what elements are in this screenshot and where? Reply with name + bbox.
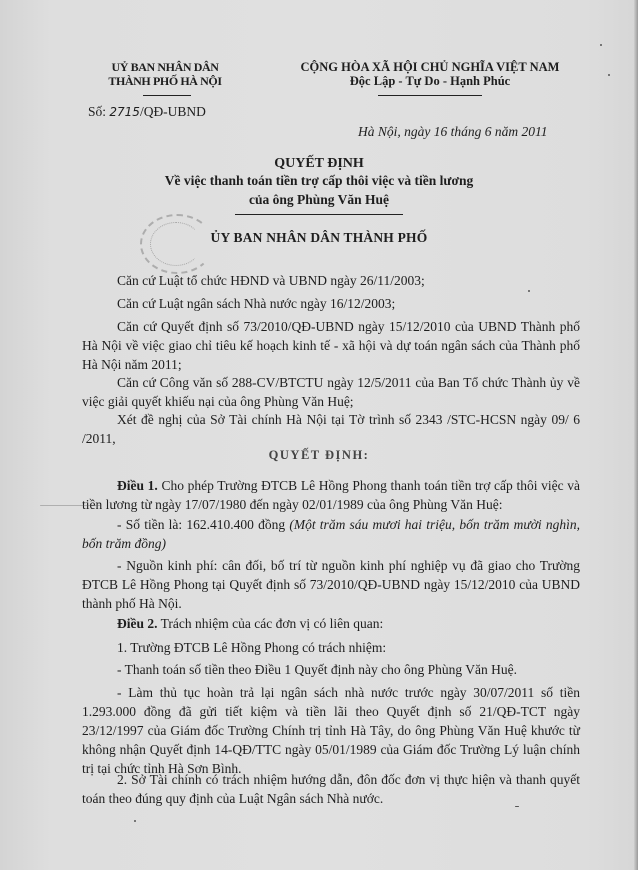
scan-speck [134, 820, 136, 822]
article-2-item-1: 1. Trường ĐTCB Lê Hồng Phong có trách nhiệm: [117, 640, 387, 655]
article-1 [82, 476, 580, 514]
article-2 [82, 614, 580, 633]
amount-in-words: (Một trăm sáu mươi hai triệu, bốn trăm mười nghìn, bốn trăm đồng) [82, 517, 580, 551]
subject-line-2: của ông Phùng Văn Huệ [248, 192, 390, 207]
preamble-3: Căn cứ Quyết định số 73/2010/QĐ-UBND ngày 15/12/2010 của UBND Thành phố Hà Nội về việc giao chỉ tiêu kế hoạch kinh tế - xã hội và dự toán ngân sách của Thành phố Hà Nội năm 2011; [82, 319, 580, 372]
article-1-label: Điều 1. [117, 478, 158, 493]
preamble-2: Căn cứ Luật ngân sách Nhà nước ngày 16/12/2003; [117, 296, 396, 311]
scan-speck [515, 806, 519, 807]
scan-mark [40, 505, 100, 506]
doc-number-handwritten: 2715 [109, 105, 140, 119]
document-heading: QUYẾT ĐỊNH [274, 156, 364, 171]
article-1-text: Cho phép Trường ĐTCB Lê Hồng Phong thanh toán tiền trợ cấp thôi việc và tiền lương từ ngày 17/07/1980 đến ngày 02/01/1989 của ông Phùng Văn Huệ: [82, 478, 581, 512]
nation-line-2: Độc Lập - Tự Do - Hạnh Phúc [349, 74, 511, 88]
issuer-underline [143, 95, 191, 96]
doc-number-label: Số: [88, 104, 107, 119]
document-number [88, 104, 206, 120]
issuer-block [100, 60, 230, 88]
article-2-item-1-bullet-2: - Làm thủ tục hoàn trả lại ngân sách nhà nước trước ngày 30/07/2011 số tiền 1.293.000 đồng đã gửi tiết kiệm và tiền lãi theo Quyết định số 21/QĐ-TCT ngày 23/12/1997 của Giám đốc Trường Chính trị tỉnh Hà Tây, do ông Phùng Văn Huệ khước từ không nhận Quyết định 14-QĐ/TTC ngày 05/01/1989 của Giám đốc Trường Lý luận chính trị tại chức tỉnh Hà Sơn Bình. [82, 685, 580, 776]
page-edge-shadow [634, 0, 638, 870]
issuing-authority: ỦY BAN NHÂN DÂN THÀNH PHỐ [210, 230, 428, 245]
doc-number-suffix: /QĐ-UBND [139, 104, 206, 119]
scan-speck [528, 290, 530, 292]
title-underline [235, 214, 403, 215]
article-1-funding: - Nguồn kinh phí: cân đối, bố trí từ nguồn kinh phí nghiệp vụ đã giao cho Trường ĐTCB Lê Hồng Phong tại Quyết định số 73/2010/QĐ-UBND ngày 15/12/2010 của UBND thành phố Hà Nội. [82, 558, 580, 611]
place-date: Hà Nội, ngày 16 tháng 6 năm 2011 [358, 124, 548, 139]
issuer-line-2: THÀNH PHỐ HÀ NỘI [108, 74, 222, 88]
article-2-text: Trách nhiệm của các đơn vị có liên quan: [157, 616, 384, 631]
scan-speck [608, 74, 610, 76]
amount-figure: - Số tiền là: 162.410.400 đồng [117, 517, 290, 532]
nation-line-1: CỘNG HÒA XÃ HỘI CHỦ NGHĨA VIỆT NAM [300, 60, 560, 74]
scan-speck [600, 44, 602, 46]
article-2-item-1-bullet-1: - Thanh toán số tiền theo Điều 1 Quyết định này cho ông Phùng Văn Huệ. [117, 662, 517, 677]
subject-line-1: Về việc thanh toán tiền trợ cấp thôi việc và tiền lương [164, 173, 474, 188]
preamble-5: Xét đề nghị của Sở Tài chính Hà Nội tại Tờ trình số 2343 /STC-HCSN ngày 09/ 6 /2011, [82, 412, 580, 446]
national-motto-block [280, 60, 580, 88]
article-2-label: Điều 2. [117, 616, 158, 631]
article-1-amount [82, 515, 580, 553]
preamble-4: Căn cứ Công văn số 288-CV/BTCTU ngày 12/5/2011 của Ban Tổ chức Thành ủy về việc giải quyết khiếu nại của ông Phùng Văn Huệ; [82, 375, 580, 409]
article-2-item-2: 2. Sở Tài chính có trách nhiệm hướng dẫn, đôn đốc đơn vị thực hiện và thanh quyết toán theo đúng quy định của Luật Ngân sách Nhà nước. [82, 772, 580, 806]
decision-heading: QUYẾT ĐỊNH: [268, 448, 370, 462]
preamble-1: Căn cứ Luật tổ chức HĐND và UBND ngày 26/11/2003; [117, 273, 425, 288]
motto-underline [378, 95, 482, 96]
issuer-line-1: UỶ BAN NHÂN DÂN [111, 60, 219, 74]
